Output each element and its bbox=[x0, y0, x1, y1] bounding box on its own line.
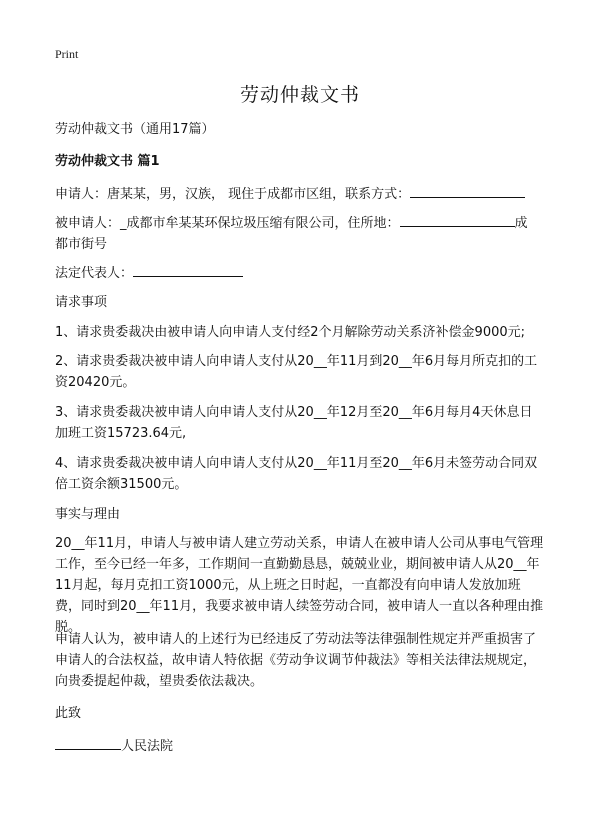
requests-title: 请求事项 bbox=[55, 295, 108, 310]
request-item-3: 3、请求贵委裁决被申请人向申请人支付从20__年12月至20__年6月每月4天休息日加班工资15723.64元, bbox=[55, 405, 533, 441]
closing-line: 此致 bbox=[55, 706, 82, 721]
address-blank bbox=[400, 212, 515, 227]
request-item-1: 1、请求贵委裁决由被申请人向申请人支付经2个月解除劳动关系济补偿金9000元; bbox=[55, 325, 526, 340]
respondent-line bbox=[55, 212, 545, 255]
conclusion-paragraph: 申请人认为，被申请人的上述行为已经违反了劳动法等法律强制性规定并严重损害了申请人的合法权益，故申请人特依据《劳动争议调节仲裁法》等相关法律法规规定，向贵委提起仲裁，望贵委依法裁决。 bbox=[55, 632, 537, 689]
court-line bbox=[55, 735, 545, 757]
legal-rep-line bbox=[55, 262, 545, 284]
applicant-text: 申请人：唐某某，男，汉族， 现住于成都市区组，联系方式： bbox=[55, 187, 411, 202]
request-item-4: 4、请求贵委裁决被申请人向申请人支付从20__年11月至20__年6月未签劳动合同双倍工资余额31500元。 bbox=[55, 456, 538, 492]
respondent-text-cont: 成 bbox=[514, 216, 528, 231]
court-blank bbox=[55, 735, 121, 750]
print-label[interactable]: Print bbox=[55, 47, 79, 61]
facts-paragraph: 20__年11月，申请人与被申请人建立劳动关系，申请人在被申请人公司从事电气管理工作，至今已经一年多，工作期间一直勤勤恳恳，兢兢业业，期间被申请人从20__年11月起，每月克扣工资1000元，从上班之日时起，一直都没有向申请人发放加班费，同时到20__年11月，我要求被申请人续签劳动合同，被申请人一直以各种理由推脱。 bbox=[55, 536, 544, 635]
document-title: 劳动仲裁文书 bbox=[239, 84, 360, 106]
applicant-line bbox=[55, 183, 545, 205]
court-text: 人民法院 bbox=[121, 739, 174, 754]
request-item-2: 2、请求贵委裁决被申请人向申请人支付从20__年11月到20__年6月每月所克扣的工资20420元。 bbox=[55, 354, 538, 390]
respondent-text-end: 都市街号 bbox=[55, 237, 108, 252]
document-subtitle: 劳动仲裁文书（通用17篇） bbox=[55, 122, 215, 137]
legal-rep-text: 法定代表人： bbox=[55, 266, 134, 281]
respondent-text: 被申请人：_成都市牟某某环保垃圾压缩有限公司，住所地： bbox=[55, 216, 400, 231]
legal-rep-blank bbox=[133, 262, 243, 277]
section-title: 劳动仲裁文书 篇1 bbox=[55, 154, 160, 169]
contact-blank bbox=[410, 183, 525, 198]
facts-title: 事实与理由 bbox=[55, 507, 121, 522]
